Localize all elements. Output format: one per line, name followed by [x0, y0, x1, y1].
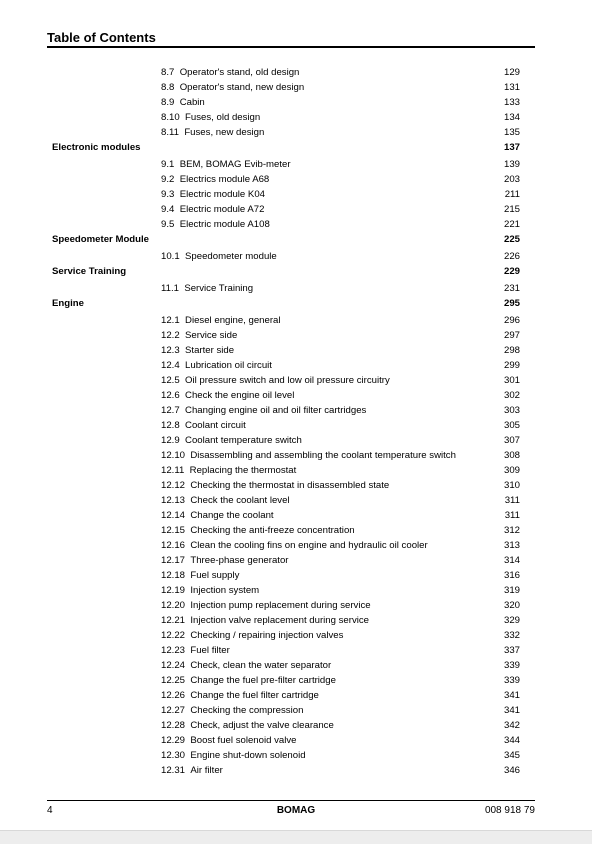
toc-entry-number: 12.31	[161, 765, 186, 776]
toc-section-row	[0, 265, 592, 279]
toc-entry-title: Injection system	[190, 585, 260, 596]
toc-entry-page-number: 203	[503, 174, 520, 185]
toc-entry-number: 9.4	[161, 204, 175, 215]
toc-entry-number: 11.1	[161, 283, 179, 294]
toc-entry-page-number: 303	[503, 405, 520, 416]
toc-entry-number: 8.8	[161, 82, 175, 93]
toc-entry-row	[0, 629, 592, 643]
toc-entry-page-number: 341	[503, 690, 520, 701]
toc-entry-text	[161, 434, 302, 448]
toc-entry-text	[161, 374, 390, 388]
toc-entry-title: Fuel filter	[190, 645, 230, 656]
toc-entry-text	[161, 344, 234, 358]
toc-entry-title: Check the coolant level	[190, 495, 290, 506]
toc-section-row	[0, 233, 592, 247]
toc-section-page-number: 225	[503, 234, 520, 245]
toc-entry-title: Operator's stand, old design	[179, 67, 300, 78]
page-edge	[0, 830, 592, 844]
toc-entry-page-number: 221	[503, 219, 520, 230]
toc-entry-title: Check the engine oil level	[185, 390, 295, 401]
toc-entry-number: 12.24	[161, 660, 186, 671]
toc-entry-row	[0, 644, 592, 658]
toc-entry-title: Coolant temperature switch	[185, 435, 302, 446]
toc-section-row	[0, 297, 592, 311]
toc-entry-page-number: 309	[503, 465, 520, 476]
toc-entry-text	[161, 569, 239, 583]
toc-entry-text	[161, 629, 343, 643]
toc-entry-text	[161, 158, 291, 172]
toc-entry-title: Check, clean the water separator	[190, 660, 332, 671]
toc-entry-title: Checking the compression	[190, 705, 304, 716]
toc-entry-row	[0, 374, 592, 388]
toc-entry-page-number: 308	[503, 450, 520, 461]
toc-entry-row	[0, 81, 592, 95]
toc-entry-number: 8.11	[161, 127, 179, 138]
toc-section-page-number: 229	[503, 266, 520, 277]
toc-entry-page-number: 302	[503, 390, 520, 401]
toc-entry-number: 12.26	[161, 690, 186, 701]
toc-entry-title: Change the coolant	[190, 510, 274, 521]
toc-entry-row	[0, 419, 592, 433]
toc-entry-text	[161, 111, 260, 125]
toc-entry-title: Fuses, old design	[185, 112, 261, 123]
toc-entry-number: 8.7	[161, 67, 175, 78]
toc-entry-text	[161, 419, 246, 433]
toc-entry-row	[0, 599, 592, 613]
toc-entry-number: 12.27	[161, 705, 186, 716]
toc-entry-row	[0, 479, 592, 493]
toc-entry-number: 12.12	[161, 480, 186, 491]
toc-entry-text	[161, 509, 274, 523]
toc-entry-number: 12.2	[161, 330, 180, 341]
toc-entry-number: 10.1	[161, 251, 180, 262]
footer-brand: BOMAG	[276, 805, 316, 816]
toc-entry-text	[161, 614, 369, 628]
toc-entry-number: 12.11	[161, 465, 185, 476]
toc-entry-number: 12.18	[161, 570, 186, 581]
toc-entry-row	[0, 96, 592, 110]
toc-entry-page-number: 345	[503, 750, 520, 761]
toc-entry-text	[161, 329, 237, 343]
toc-entry-title: Diesel engine, general	[185, 315, 281, 326]
toc-entry-row	[0, 569, 592, 583]
toc-entry-page-number: 313	[503, 540, 520, 551]
toc-entry-title: Checking / repairing injection valves	[190, 630, 344, 641]
toc-entry-number: 12.17	[161, 555, 186, 566]
toc-entry-page-number: 139	[503, 159, 520, 170]
toc-entry-row	[0, 218, 592, 232]
toc-entry-row	[0, 734, 592, 748]
toc-entry-row	[0, 554, 592, 568]
toc-entry-text	[161, 96, 205, 110]
toc-entry-number: 12.1	[161, 315, 180, 326]
toc-entry-page-number: 339	[503, 675, 520, 686]
toc-entry-number: 12.8	[161, 420, 180, 431]
toc-entry-page-number: 342	[503, 720, 520, 731]
toc-entry-title: Change the fuel pre-filter cartridge	[190, 675, 336, 686]
toc-entry-number: 9.3	[161, 189, 175, 200]
toc-entry-title: Service Training	[184, 283, 254, 294]
toc-entry-number: 12.29	[161, 735, 186, 746]
toc-entry-row	[0, 539, 592, 553]
toc-entry-title: Oil pressure switch and low oil pressure circuitry	[185, 375, 390, 386]
toc-entry-page-number: 226	[503, 251, 520, 262]
header-divider	[47, 46, 535, 48]
toc-entry-title: Clean the cooling fins on engine and hydraulic oil cooler	[190, 540, 428, 551]
toc-entry-page-number: 314	[503, 555, 520, 566]
toc-section-page-number: 137	[503, 142, 520, 153]
toc-entry-text	[161, 734, 297, 748]
toc-entry-number: 12.20	[161, 600, 186, 611]
toc-entry-title: Disassembling and assembling the coolant temperature switch	[190, 450, 456, 461]
toc-entry-number: 8.10	[161, 112, 180, 123]
toc-entry-text	[161, 674, 336, 688]
toc-entry-number: 9.2	[161, 174, 175, 185]
toc-entry-text	[161, 250, 277, 264]
toc-entry-page-number: 129	[503, 67, 520, 78]
toc-entry-title: BEM, BOMAG Evib-meter	[179, 159, 291, 170]
toc-entry-page-number: 320	[503, 600, 520, 611]
toc-entry-title: Coolant circuit	[185, 420, 246, 431]
toc-entry-text	[161, 203, 264, 217]
toc-entry-text	[161, 173, 269, 187]
toc-entry-number: 9.5	[161, 219, 175, 230]
toc-entry-row	[0, 434, 592, 448]
toc-entry-text	[161, 689, 319, 703]
toc-entry-text	[161, 218, 270, 232]
toc-entry-title: Electric module A108	[179, 219, 270, 230]
toc-entry-page-number: 316	[503, 570, 520, 581]
toc-entry-row	[0, 389, 592, 403]
toc-entry-title: Replacing the thermostat	[189, 465, 297, 476]
toc-entry-row	[0, 614, 592, 628]
toc-entry-page-number: 332	[503, 630, 520, 641]
toc-entry-title: Fuses, new design	[184, 127, 265, 138]
toc-entry-title: Electrics module A68	[179, 174, 270, 185]
toc-entry-row	[0, 158, 592, 172]
toc-entry-row	[0, 704, 592, 718]
toc-entry-text	[161, 314, 281, 328]
toc-entry-row	[0, 203, 592, 217]
toc-entry-row	[0, 674, 592, 688]
toc-entry-text	[161, 599, 371, 613]
toc-entry-text	[161, 494, 290, 508]
toc-entry-page-number: 215	[503, 204, 520, 215]
footer-document-number: 008 918 79	[484, 805, 535, 816]
toc-entry-page-number: 339	[503, 660, 520, 671]
toc-section-title: Service Training	[52, 266, 127, 277]
toc-entry-title: Changing engine oil and oil filter cartridges	[185, 405, 367, 416]
toc-entry-number: 12.23	[161, 645, 186, 656]
toc-entry-number: 12.7	[161, 405, 180, 416]
toc-entry-title: Electric module K04	[179, 189, 266, 200]
toc-entry-row	[0, 464, 592, 478]
toc-entry-text	[161, 479, 389, 493]
toc-entry-text	[161, 719, 334, 733]
toc-entry-text	[161, 449, 456, 463]
toc-entry-row	[0, 329, 592, 343]
toc-entry-title: Air filter	[190, 765, 223, 776]
toc-entry-row	[0, 250, 592, 264]
toc-entry-number: 12.25	[161, 675, 186, 686]
toc-entry-number: 12.14	[161, 510, 186, 521]
toc-entry-page-number: 337	[503, 645, 520, 656]
toc-entry-page-number: 211	[504, 189, 520, 200]
toc-entry-page-number: 341	[503, 705, 520, 716]
toc-entry-text	[161, 554, 289, 568]
toc-entry-page-number: 133	[503, 97, 520, 108]
toc-section-row	[0, 141, 592, 155]
toc-entry-text	[161, 749, 306, 763]
toc-entry-title: Operator's stand, new design	[179, 82, 305, 93]
toc-entry-title: Injection pump replacement during service	[190, 600, 371, 611]
toc-entry-page-number: 346	[503, 765, 520, 776]
toc-entry-text	[161, 659, 331, 673]
toc-entry-title: Check, adjust the valve clearance	[190, 720, 334, 731]
toc-entry-row	[0, 314, 592, 328]
toc-entry-title: Lubrication oil circuit	[185, 360, 272, 371]
toc-entry-number: 8.9	[161, 97, 175, 108]
toc-section-title: Electronic modules	[52, 142, 141, 153]
footer-divider	[47, 800, 535, 801]
toc-entry-page-number: 301	[503, 375, 520, 386]
toc-entry-text	[161, 539, 428, 553]
toc-entry-page-number: 319	[503, 585, 520, 596]
toc-entry-page-number: 344	[503, 735, 520, 746]
toc-entry-text	[161, 764, 223, 778]
toc-entry-text	[161, 359, 272, 373]
toc-entry-number: 12.9	[161, 435, 180, 446]
toc-entry-row	[0, 188, 592, 202]
toc-entry-title: Boost fuel solenoid valve	[190, 735, 297, 746]
toc-entry-number: 12.4	[161, 360, 180, 371]
toc-entry-title: Checking the thermostat in disassembled state	[190, 480, 390, 491]
toc-entry-page-number: 135	[503, 127, 520, 138]
toc-entry-title: Speedometer module	[185, 251, 277, 262]
toc-entry-number: 12.28	[161, 720, 186, 731]
toc-entry-number: 12.15	[161, 525, 186, 536]
toc-entry-page-number: 131	[503, 82, 520, 93]
toc-entry-page-number: 311	[504, 495, 520, 506]
toc-entry-title: Engine shut-down solenoid	[190, 750, 306, 761]
toc-entry-page-number: 299	[503, 360, 520, 371]
toc-entry-row	[0, 584, 592, 598]
toc-entry-page-number: 296	[503, 315, 520, 326]
toc-entry-title: Cabin	[179, 97, 205, 108]
toc-entry-page-number: 311	[504, 510, 520, 521]
toc-entry-row	[0, 524, 592, 538]
toc-entry-title: Injection valve replacement during service	[190, 615, 370, 626]
toc-entry-text	[161, 464, 296, 478]
toc-entry-title: Service side	[185, 330, 238, 341]
toc-section-title: Speedometer Module	[52, 234, 150, 245]
toc-entry-title: Electric module A72	[179, 204, 265, 215]
toc-entry-title: Checking the anti-freeze concentration	[190, 525, 355, 536]
toc-entry-text	[161, 282, 253, 296]
toc-entry-title: Starter side	[185, 345, 235, 356]
page-title: Table of Contents	[47, 30, 156, 45]
toc-entry-text	[161, 389, 294, 403]
toc-entry-row	[0, 344, 592, 358]
toc-entry-number: 12.3	[161, 345, 180, 356]
toc-entry-number: 12.16	[161, 540, 186, 551]
toc-entry-text	[161, 66, 299, 80]
footer-page-number: 4	[47, 805, 53, 816]
toc-entry-row	[0, 659, 592, 673]
toc-entry-number: 12.6	[161, 390, 180, 401]
toc-entry-number: 12.30	[161, 750, 186, 761]
toc-entry-row	[0, 126, 592, 140]
toc-entry-row	[0, 764, 592, 778]
toc-entry-row	[0, 404, 592, 418]
toc-entry-number: 9.1	[161, 159, 175, 170]
toc-entry-page-number: 307	[503, 435, 520, 446]
toc-entry-text	[161, 584, 259, 598]
toc-entry-row	[0, 509, 592, 523]
toc-entry-title: Three-phase generator	[190, 555, 289, 566]
toc-entry-text	[161, 81, 304, 95]
toc-entry-text	[161, 404, 366, 418]
toc-entry-row	[0, 111, 592, 125]
toc-entry-text	[161, 704, 303, 718]
toc-entry-row	[0, 689, 592, 703]
toc-entry-row	[0, 719, 592, 733]
toc-entry-row	[0, 282, 592, 296]
toc-entry-number: 12.10	[161, 450, 186, 461]
toc-entry-row	[0, 173, 592, 187]
toc-entry-text	[161, 188, 265, 202]
toc-entry-page-number: 134	[503, 112, 520, 123]
toc-entry-title: Fuel supply	[190, 570, 240, 581]
toc-entry-title: Change the fuel filter cartridge	[190, 690, 319, 701]
toc-entry-number: 12.19	[161, 585, 186, 596]
toc-entry-row	[0, 449, 592, 463]
toc-entry-number: 12.22	[161, 630, 186, 641]
toc-entry-text	[161, 524, 355, 538]
toc-entry-page-number: 231	[503, 283, 520, 294]
toc-entry-text	[161, 644, 230, 658]
toc-entry-row	[0, 494, 592, 508]
toc-entry-page-number: 310	[503, 480, 520, 491]
toc-section-page-number: 295	[503, 298, 520, 309]
toc-entry-page-number: 298	[503, 345, 520, 356]
toc-entry-page-number: 305	[503, 420, 520, 431]
toc-entry-page-number: 312	[503, 525, 520, 536]
toc-entry-text	[161, 126, 264, 140]
toc-entry-row	[0, 749, 592, 763]
toc-entry-page-number: 297	[503, 330, 520, 341]
toc-entry-number: 12.21	[161, 615, 186, 626]
toc-entry-page-number: 329	[503, 615, 520, 626]
toc-entry-number: 12.13	[161, 495, 186, 506]
toc-entry-row	[0, 359, 592, 373]
toc-section-title: Engine	[52, 298, 84, 309]
toc-entry-number: 12.5	[161, 375, 180, 386]
toc-entry-row	[0, 66, 592, 80]
